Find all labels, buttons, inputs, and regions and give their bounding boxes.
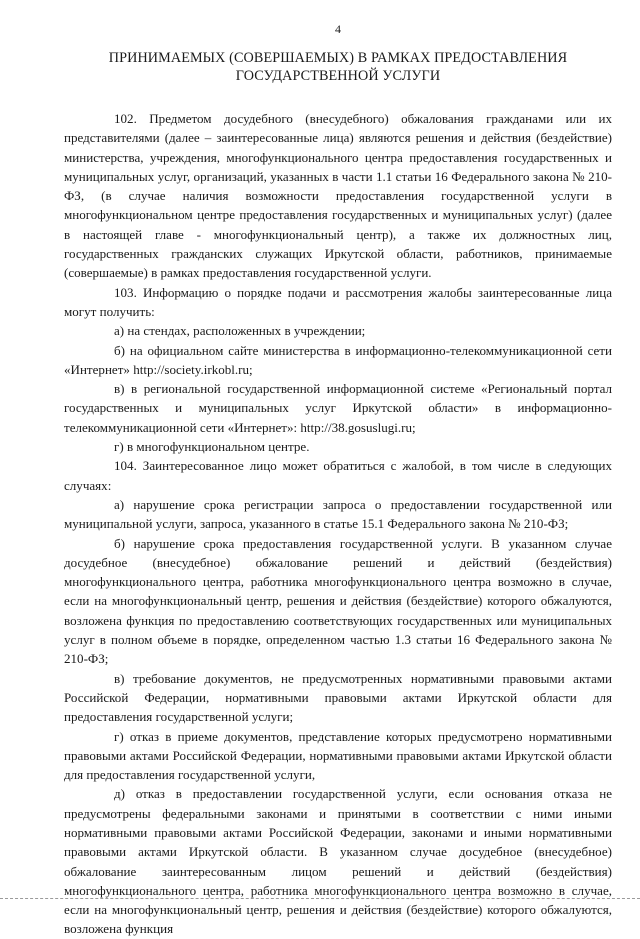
paragraph-103-b: б) на официальном сайте министерства в информационно-телекоммуникационной сети «Интернет» http://society.irkobl.ru;	[64, 342, 612, 377]
paragraph-104-d: д) отказ в предоставлении государственной услуги, если основания отказа не предусмотрены федеральными законами и принятыми в соответствии с ними иными нормативными правовыми актами Российской Федерации, законами и иными нормативными правовыми актами Иркутской области. В указанном случае досудебное (внесудебное) обжалование заинтересованным лицом решений и действий (бездействия) многофункционального центра, работника многофункционального центра возможно в случае, если на многофункциональный центр, решения и действия (бездействие) которого обжалуются, возложена функция	[64, 786, 612, 937]
paragraph-103-g: г) в многофункциональном центре.	[114, 439, 310, 455]
paragraph-104-a: а) нарушение срока регистрации запроса о предоставлении государственной или муниципальной услуги, запроса, указанного в статье 15.1 Федерального закона № 210-ФЗ;	[64, 496, 612, 532]
section-heading-line-1: ПРИНИМАЕМЫХ (СОВЕРШАЕМЫХ) В РАМКАХ ПРЕДОСТАВЛЕНИЯ	[108, 50, 568, 66]
paragraph-103: 103. Информацию о порядке подачи и рассмотрения жалобы заинтересованные лица могут получить:	[64, 284, 612, 319]
paragraph-104: 104. Заинтересованное лицо может обратиться с жалобой, в том числе в следующих случаях:	[64, 458, 612, 493]
section-heading-line-2: ГОСУДАРСТВЕННОЙ УСЛУГИ	[235, 68, 441, 84]
paragraph-104-g: г) отказ в приеме документов, представление которых предусмотрено нормативными правовыми актами Российской Федерации, нормативными правовыми актами Иркутской области для предоставления государственной услуги,	[64, 728, 612, 783]
page-number: 4	[335, 22, 341, 36]
document-body	[64, 109, 612, 939]
paragraph-103-v: в) в региональной государственной информационной системе «Региональный портал государственных и муниципальных услуг Иркутской области» в информационно-телекоммуникационной сети «Интернет»: http://38.gosuslugi.ru;	[64, 381, 612, 435]
paragraph-103-a: а) на стендах, расположенных в учреждении;	[114, 323, 366, 339]
paragraph-104-v: в) требование документов, не предусмотренных нормативными правовыми актами Российской Федерации, нормативными правовыми актами Иркутской области для предоставления государственной услуги;	[64, 670, 612, 725]
page-bottom-divider	[0, 897, 640, 899]
section-heading	[64, 49, 612, 85]
paragraph-104-b: б) нарушение срока предоставления государственной услуги. В указанном случае досудебное (внесудебное) обжалование решений и действий (бездействия) многофункционального центра, работника многофункционального центра возможно в случае, если на многофункциональный центр, решения и действия (бездействие) которого обжалуются, возложена функция по предоставлению соответствующих государственных или муниципальных услуг в полном объеме в порядке, определенном частью 1.3 статьи 16 Федерального закона № 210-ФЗ;	[64, 535, 612, 667]
paragraph-102: 102. Предметом досудебного (внесудебного) обжалования гражданами или их представителями (далее – заинтересованные лица) являются решения и действия (бездействие) министерства, учреждения, многофункционального центра предоставления государственных и муниципальных услуг, организаций, указанных в части 1.1 статьи 16 Федерального закона № 210-ФЗ, (в случае наличия возможности предоставления государственной услуги в многофункциональном центре предоставления государственных и муниципальных услуг) (далее в настоящей главе - многофункциональный центр), а также их должностных лиц, государственных гражданских служащих Иркутской области, работников, принимаемые (совершаемые) в рамках предоставления государственной услуги.	[64, 111, 612, 281]
